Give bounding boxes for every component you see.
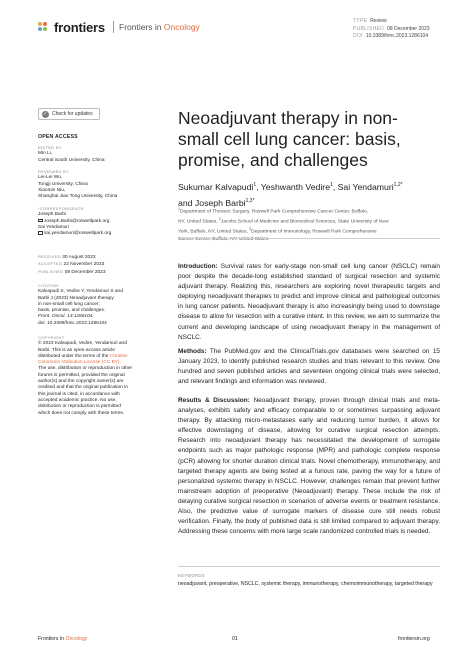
- open-access-label: OPEN ACCESS: [38, 134, 78, 140]
- affil-text: Department of Thoracic Surgery, Roswell Park Comprehensive Cancer Center, Buffalo,: [179, 209, 369, 215]
- citation-line: doi: 10.3389/fonc.2023.1286104: [38, 320, 107, 326]
- dates-section: [38, 254, 146, 276]
- author-affil-mark: 1: [253, 182, 257, 188]
- editor-name: Min Li,: [38, 151, 53, 157]
- reviewer-affiliation: Shanghai Jiao Tong University, China: [38, 194, 118, 200]
- check-updates-button[interactable]: [38, 108, 100, 120]
- page-number: 01: [232, 636, 238, 642]
- email-text: sai.yendamuri@roswellpark.org: [44, 231, 112, 237]
- author-line: [178, 178, 438, 194]
- meta-published-label: PUBLISHED: [353, 25, 385, 32]
- copyright-line: © 2023 Kalvapudi, Vedire, Yendamuri and: [38, 341, 127, 347]
- author-name[interactable]: , Yeshwanth Vedire: [256, 181, 331, 192]
- copyright-section: [38, 335, 146, 417]
- divider-top: [178, 238, 440, 239]
- brand-name: frontiers: [54, 20, 105, 35]
- citation-line: Front. Oncol. 13:1286104.: [38, 314, 94, 320]
- copyright-line: forums is permitted, provided the original: [38, 372, 125, 378]
- article-title: Neoadjuvant therapy in non-small cell lung cancer: basis, promise, and challenges: [178, 108, 401, 170]
- copyright-line: author(s) and the copyright owner(s) are: [38, 379, 124, 385]
- keywords-label: KEYWORDS: [178, 573, 205, 578]
- envelope-icon: [38, 219, 43, 223]
- check-updates-icon: ✓: [43, 111, 48, 117]
- frontiers-logo[interactable]: [38, 20, 105, 35]
- correspondent-name: Joseph Barbi: [38, 212, 66, 218]
- meta-type: [353, 18, 430, 26]
- footer-journal-name: Oncology: [65, 636, 88, 642]
- citation-line: Kalvapudi S, Vedire Y, Yendamuri S and: [38, 289, 123, 295]
- reviewed-by-section: [38, 169, 146, 200]
- keywords-list: neoadjuvant, preoperative, NSCLC, systemic therapy, immunotherapy, chemoimmunotherapy, targeted therapy: [178, 581, 433, 587]
- license-link[interactable]: Commons Attribution License (CC BY).: [38, 360, 121, 366]
- meta-doi: [353, 33, 430, 41]
- meta-type-label: TYPE: [353, 18, 368, 24]
- meta-published: [353, 26, 430, 34]
- correspondent-email[interactable]: [38, 231, 146, 237]
- received-label: RECEIVED: [38, 254, 61, 259]
- email-text: Joseph.Barbi@roswellpark.org: [44, 218, 110, 224]
- citation-section: [38, 283, 146, 327]
- correspondence-section: [38, 206, 146, 238]
- header-journal: [119, 22, 200, 32]
- editor-affiliation: Central South University, China: [38, 157, 105, 163]
- article-meta: [353, 18, 430, 41]
- edited-by-section: [38, 145, 146, 164]
- affil-text: York, Buffalo, NY, United States,: [178, 230, 250, 236]
- copyright-line: The use, distribution or reproduction in other: [38, 366, 133, 372]
- author-list: [178, 178, 438, 210]
- frontiers-logo-icon: [38, 22, 50, 34]
- reviewed-by-label: REVIEWED BY: [38, 169, 70, 174]
- abstract-methods: [178, 347, 440, 387]
- affil-text: Cancer Center, Buffalo, NY, United States: [178, 236, 269, 242]
- citation-label: CITATION: [38, 283, 59, 288]
- author-affil-mark: 1,2*: [393, 182, 403, 188]
- abstract-introduction: [178, 262, 440, 343]
- published-label: PUBLISHED: [38, 268, 64, 274]
- copyright-line: credited and that the original publication in: [38, 385, 128, 391]
- accepted-date: 22 November 2023: [63, 262, 105, 268]
- meta-doi-value[interactable]: 10.3389/fonc.2023.1286104: [365, 33, 429, 39]
- accepted-label: ACCEPTED: [38, 261, 63, 267]
- footer-journal: [38, 636, 87, 642]
- reviewer-name: Lei-Lei Wu,: [38, 175, 63, 181]
- intro-label: Introduction:: [178, 263, 218, 270]
- check-updates-label: Check for updates: [52, 111, 93, 117]
- author-affil-mark: 1: [330, 182, 333, 188]
- copyright-line: Barbi. This is an open-access article: [38, 347, 115, 353]
- intro-text: Survival rates for early-stage non-small cell lung cancer (NSCLC) remain poor despite the decade-long established standard of surgical resection and systemic adjuvant therapy. Realizing this, researchers are exploring novel therapeutic targets and deploying neoadjuvant therapies to predict and improve clinical and pathological outcomes in lung cancer patients. Neoadjuvant therapy is also increasingly being used to downstage disease to allow for resection with a curative intent. In this review, we aim to summarize the current and developing landscape of using neoadjuvant therapy in the management of NSCLC.: [178, 263, 440, 341]
- citation-line: in non-small cell lung cancer:: [38, 301, 100, 307]
- edited-by-label: EDITED BY: [38, 145, 62, 150]
- journal-prefix: Frontiers in: [119, 22, 162, 32]
- author-affil-mark: 1,3*: [245, 197, 255, 204]
- affil-text: Department of Immunology, Roswell Park Comprehensive: [251, 230, 377, 236]
- meta-type-value: Review: [370, 18, 387, 24]
- results-text: Neoadjuvant therapy, proven through clinical trials and meta-analyses, exhibits safety and efficacy comparable to or sometimes surpassing adjuvant therapy. By attacking micro-metastases early and reducing tumor burden, it allows for effective downstaging of disease, allowing for curative surgical resection attempts. Research into neoadjuvant therapy has necessitated the development of surrogate endpoints such as major pathologic response (MPR) and pathologic complete response (pCR) allowing for shorter duration clinical trials. Novel chemotherapy, immunotherapy, and targeted therapy agents are being tested at a furious rate, paving the way for a future of personalized systemic therapy in NSCLC. However, challenges remain that prevent further mainstream adoption of preoperative (Neoadjuvant) therapy. These include the risk of delaying curative surgical resection in scenarios of adverse events or treatment resistance. Also, the predictive value of surrogate markers of disease cure still needs robust verification. Finally, the body of published data is still limited compared to adjuvant therapy. Addressing these concerns with more large scale randomized controlled trials is needed.: [178, 397, 440, 536]
- meta-published-value: 08 December 2023: [387, 25, 430, 32]
- author-name[interactable]: and Joseph Barbi: [178, 197, 246, 208]
- methods-label: Methods:: [178, 348, 207, 355]
- affil-text: Jacobs School of Medicine and Biomedical Sciences, State University of New: [220, 219, 389, 225]
- reviewer-affiliation: Tongji University, China: [38, 181, 88, 187]
- published-date: 08 December 2023: [64, 269, 106, 275]
- citation-line: Barbi J (2023) Neoadjuvant therapy: [38, 295, 114, 301]
- copyright-label: COPYRIGHT: [38, 335, 65, 340]
- footer-site-link[interactable]: frontiersin.org: [398, 636, 430, 642]
- journal-name: Oncology: [163, 22, 200, 32]
- divider-keywords: [178, 566, 440, 567]
- results-label: Results & Discussion:: [178, 397, 250, 404]
- copyright-line: distribution or reproduction is permitted: [38, 404, 121, 410]
- copyright-line: this journal is cited, in accordance with: [38, 391, 120, 397]
- correspondent-name: Sai Yendamuri: [38, 224, 69, 230]
- citation-line: basis, promise, and challenges.: [38, 308, 106, 314]
- meta-doi-label: DOI: [353, 33, 363, 39]
- methods-text: The PubMed.gov and the ClinicalTrials.gov databases were searched on 15 January 2023, to identify published research studies and trials relevant to this review. One hundred and seven published articles and seventeen ongoing clinical trials were selected, and relevant findings and information was reviewed.: [178, 348, 440, 386]
- affil-mark: 3: [249, 227, 252, 232]
- author-name[interactable]: Sukumar Kalvapudi: [178, 181, 254, 192]
- abstract-results: [178, 396, 440, 537]
- correspondence-label: *CORRESPONDENCE: [38, 206, 84, 211]
- affil-mark: 1: [178, 207, 180, 211]
- header-divider: [113, 21, 114, 33]
- affil-mark: 2: [218, 217, 221, 222]
- received-date: 30 August 2023: [62, 255, 96, 260]
- license-link[interactable]: Creative: [109, 353, 128, 359]
- reviewer-name: Xiaomin Niu,: [38, 187, 66, 193]
- copyright-text: distributed under the terms of the: [38, 353, 110, 359]
- copyright-line: which does not comply with these terms.: [38, 410, 125, 416]
- affil-text: NY, United States,: [178, 219, 219, 225]
- author-name[interactable]: , Sai Yendamuri: [332, 181, 394, 192]
- copyright-line: accepted academic practice. No use,: [38, 397, 117, 403]
- envelope-icon: [38, 231, 43, 235]
- footer-journal-prefix: Frontiers in: [38, 636, 64, 642]
